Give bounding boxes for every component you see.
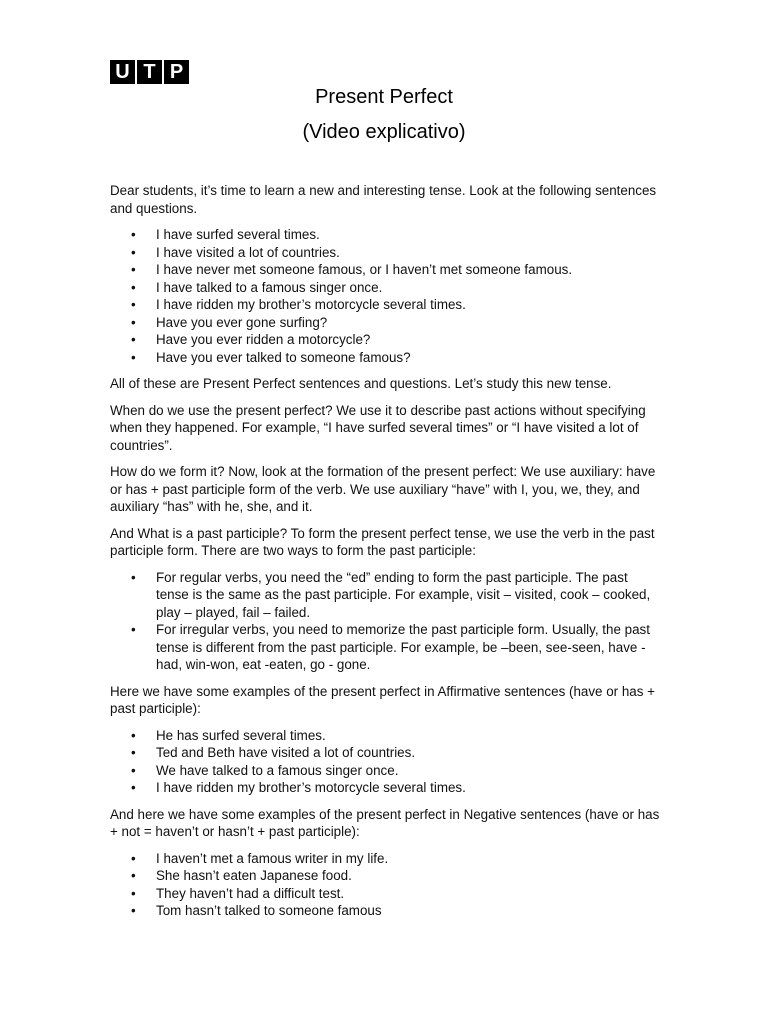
all-present-perfect-paragraph: All of these are Present Perfect sentences and questions. Let’s study this new tense. xyxy=(110,376,612,391)
document-body xyxy=(110,182,660,929)
document-title: Present Perfect xyxy=(315,86,453,108)
list-item: • He has surfed several times. xyxy=(110,727,660,745)
list-item: • I have visited a lot of countries. xyxy=(110,244,660,262)
list-item: • She hasn’t eaten Japanese food. xyxy=(110,867,660,885)
list-item: • I have talked to a famous singer once. xyxy=(110,279,660,297)
past-participle-paragraph: And What is a past participle? To form the present perfect tense, we use the verb in the past participle form. There are two ways to form the past participle: xyxy=(110,525,655,558)
list-item: • Have you ever talked to someone famous? xyxy=(110,349,660,367)
utp-logo xyxy=(110,60,189,84)
logo-letter: T xyxy=(137,60,162,84)
list-item: • I have ridden my brother’s motorcycle several times. xyxy=(110,296,660,314)
list-item: • For irregular verbs, you need to memorize the past participle form. Usually, the past tense is different from the past participle. For example, be –been, see-seen, have - had, win-won, eat -eaten, go - gone. xyxy=(110,621,660,674)
list-item: • Have you ever gone surfing? xyxy=(110,314,660,332)
list-item: • Have you ever ridden a motorcycle? xyxy=(110,331,660,349)
list-item: • Tom hasn’t talked to someone famous xyxy=(110,902,660,920)
how-to-form-paragraph: How do we form it? Now, look at the formation of the present perfect: We use auxiliary: have or has + past participle form of the verb. We use auxiliary “have” with I, you, we, they, and auxiliary “has” with he, she, and it. xyxy=(110,464,656,514)
negative-examples-list xyxy=(110,850,660,920)
affirmative-paragraph: Here we have some examples of the present perfect in Affirmative sentences (have or has + past participle): xyxy=(110,683,655,716)
logo-letter: P xyxy=(164,60,189,84)
list-item: • We have talked to a famous singer once. xyxy=(110,762,660,780)
when-to-use-paragraph: When do we use the present perfect? We use it to describe past actions without specifying when they happened. For example, “I have surfed several times” or “I have visited a lot of countries”. xyxy=(110,402,646,453)
list-item: • They haven’t had a difficult test. xyxy=(110,885,660,903)
list-item: • I have surfed several times. xyxy=(110,226,660,244)
example-sentences-list xyxy=(110,226,660,366)
intro-paragraph: Dear students, it’s time to learn a new and interesting tense. Look at the following sentences and questions. xyxy=(110,183,657,216)
affirmative-examples-list xyxy=(110,727,660,797)
negative-paragraph: And here we have some examples of the present perfect in Negative sentences (have or has + not = haven’t or hasn’t + past participle): xyxy=(110,806,660,839)
list-item: • I have ridden my brother’s motorcycle several times. xyxy=(110,779,660,797)
list-item: • For regular verbs, you need the “ed” ending to form the past participle. The past tense is the same as the past participle. For example, visit – visited, cook – cooked, play – played, fail – failed. xyxy=(110,569,660,622)
list-item: • Ted and Beth have visited a lot of countries. xyxy=(110,744,660,762)
participle-rules-list xyxy=(110,569,660,674)
document-subtitle: (Video explicativo) xyxy=(302,121,466,143)
list-item: • I have never met someone famous, or I haven’t met someone famous. xyxy=(110,261,660,279)
logo-letter: U xyxy=(110,60,135,84)
list-item: • I haven’t met a famous writer in my life. xyxy=(110,850,660,868)
